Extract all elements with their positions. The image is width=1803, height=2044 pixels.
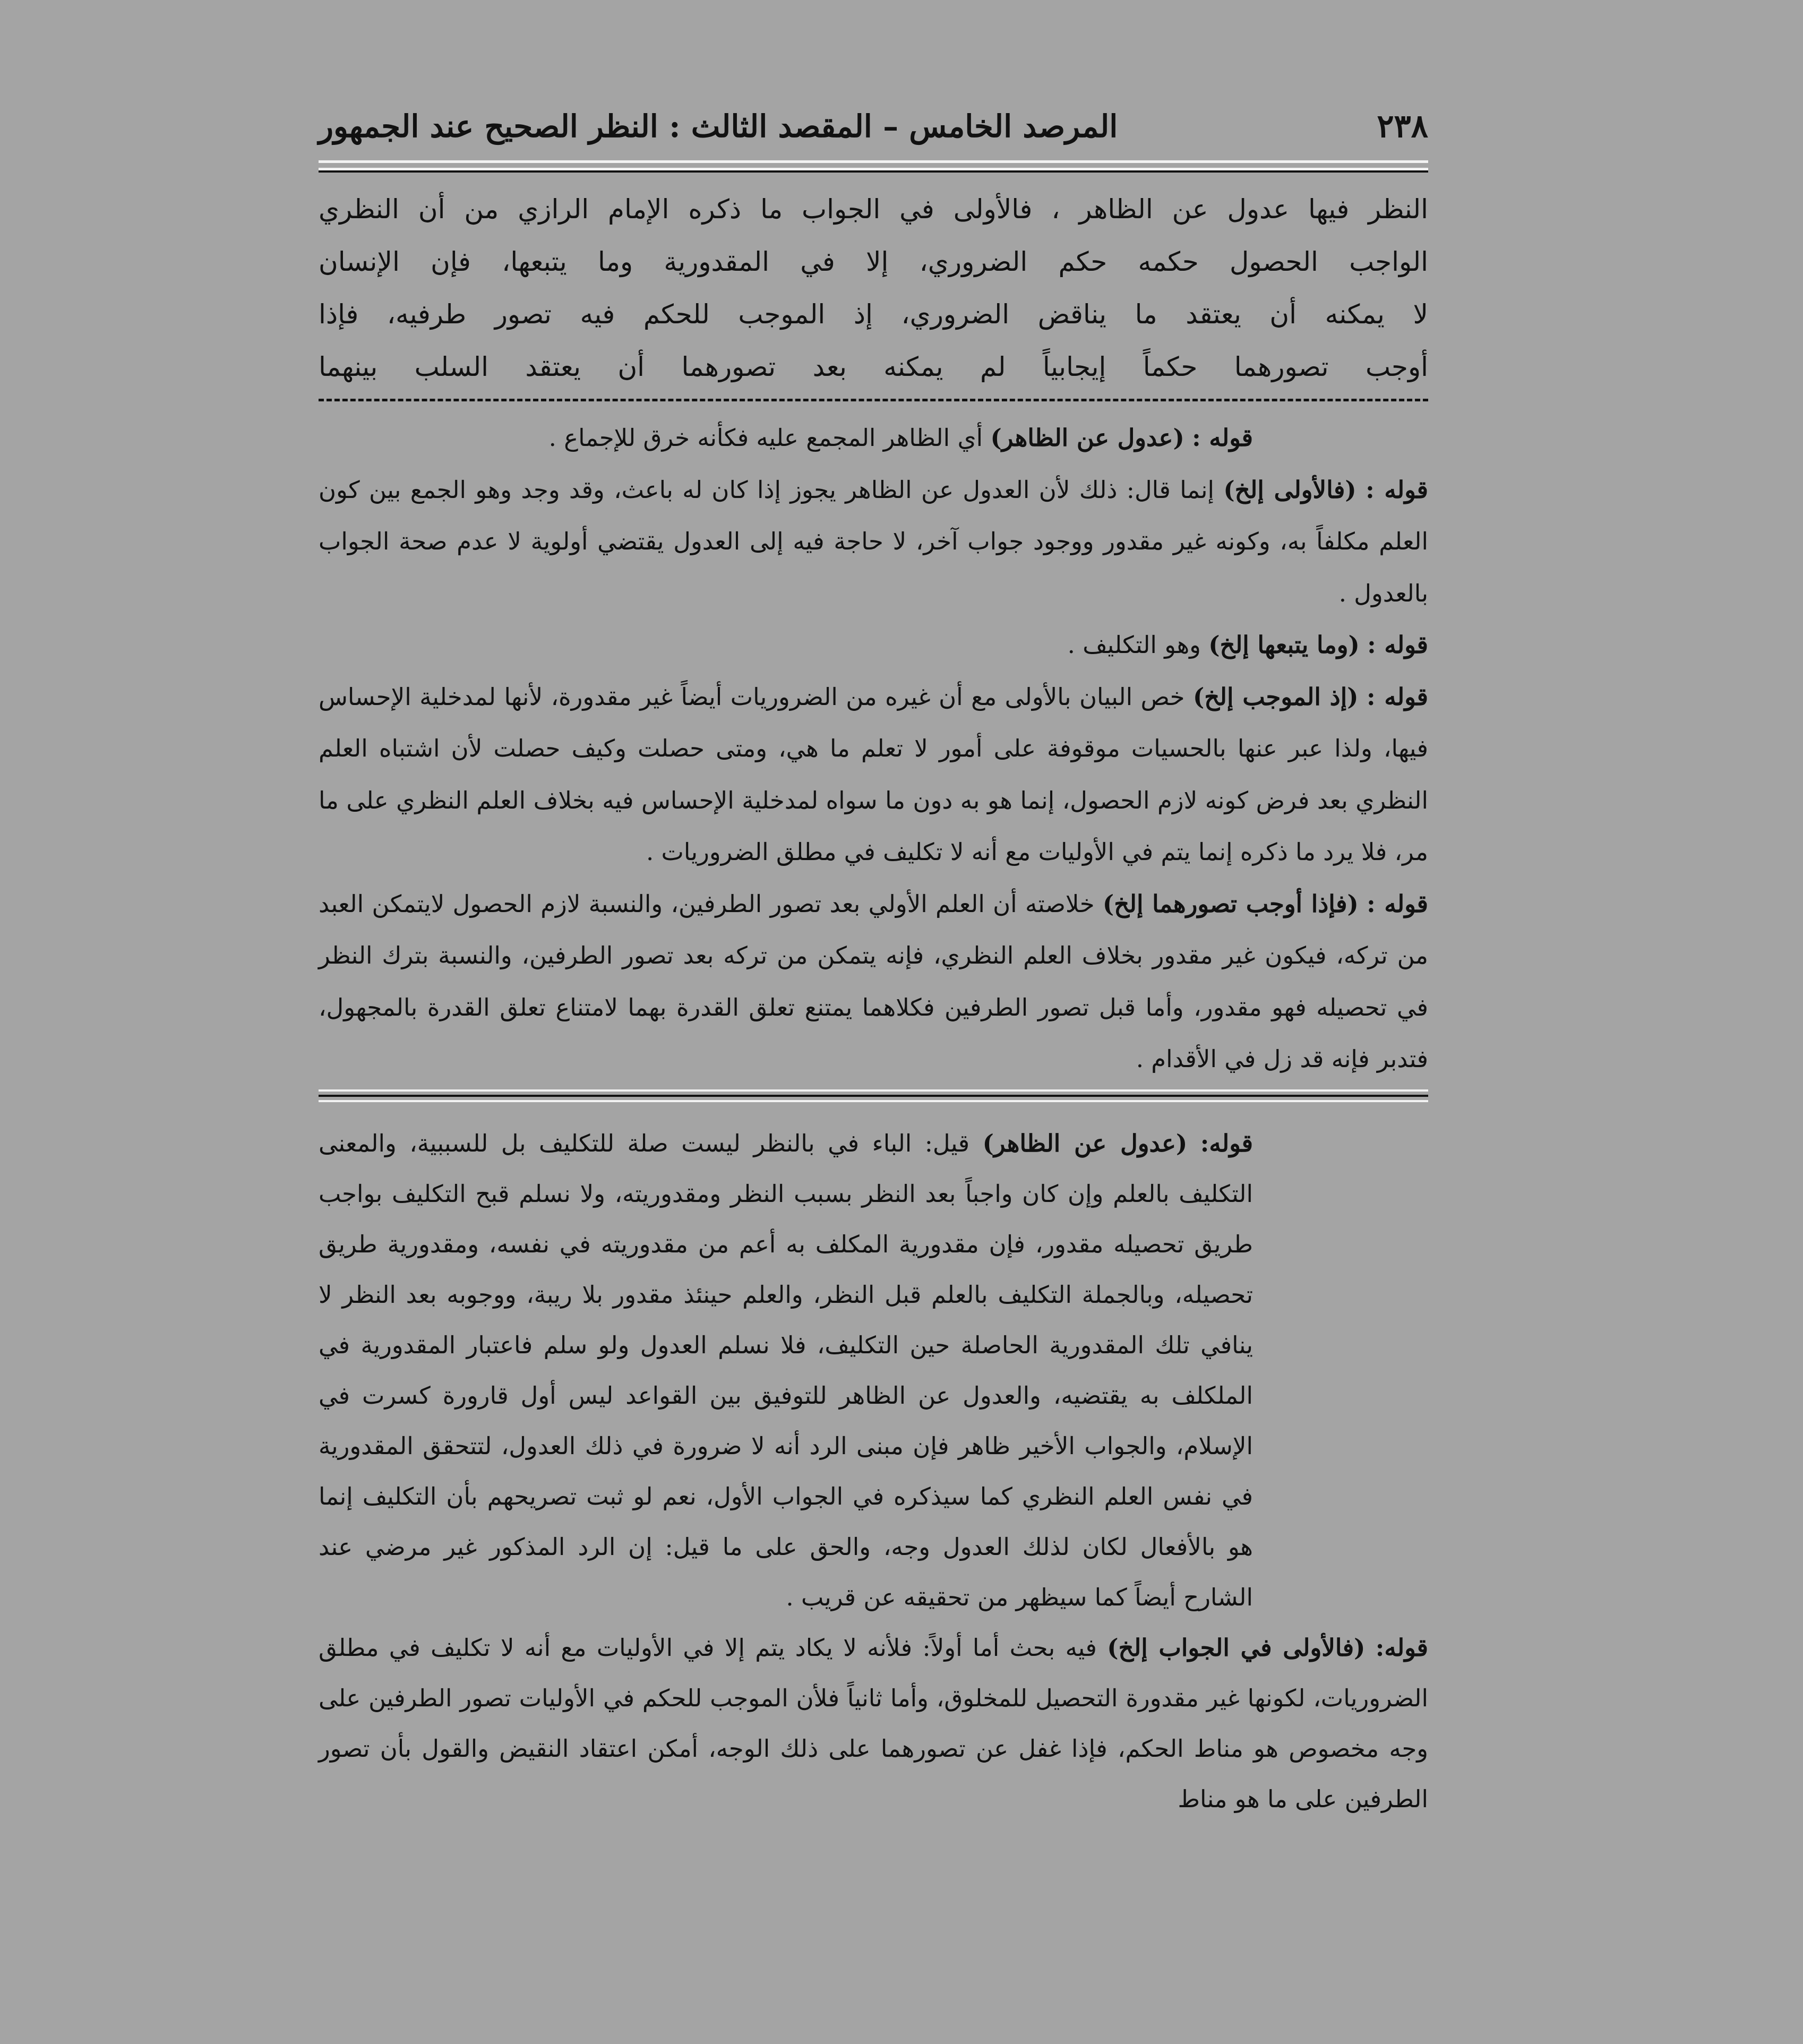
running-title: المرصد الخامس – المقصد الثالث : النظر الصحيح عند الجمهور [319,108,1118,144]
header-rule [319,160,1428,170]
note-text: أي الظاهر المجمع عليه فكأنه خرق للإجماع . [548,424,983,452]
note-paragraph [319,619,1428,671]
note-paragraph [319,878,1428,1085]
note-text: إنما قال: ذلك لأن العدول عن الظاهر يجوز إذا كان له باعث، وقد وجد وهو الجمع بين كون العلم مكلفاً به، وكونه غير مقدور ووجود جواب آخر، لا حاجة فيه إلى العدول يقتضي أولوية لا عدم صحة الجواب بالعدول . [319,475,1428,607]
header-rule-dark [319,170,1428,173]
note-label: قوله : [1366,475,1428,504]
note-quote: (إذ الموجب إلخ) [1192,682,1359,711]
note-label: قوله : [1367,631,1428,659]
dashed-separator [319,399,1428,401]
note-label: قوله : [1192,424,1253,452]
note-quote: (وما يتبعها إلخ) [1208,631,1360,659]
note-text: خلاصته أن العلم الأولي بعد تصور الطرفين، والنسبة لازم الحصول لايتمكن العبد من تركه، فيكون غير مقدور بخلاف العلم النظري، فإنه يتمكن من تركه بعد تصور الطرفين، والنسبة بترك النظر في تحصيله فهو مقدور، وأما قبل تصور الطرفين فكلاهما يمتنع تعلق القدرة بهما لامتناع تعلق القدرة بالمجهول، فتدبر فإنه قد زل في الأقدام . [319,889,1428,1073]
note-text: وهو التكليف . [1067,631,1201,659]
main-line: لا يمكنه أن يعتقد ما يناقض الضروري، إذ الموجب للحكم فيه تصور طرفيه، فإذا [319,299,1428,330]
main-line: النظر فيها عدول عن الظاهر ، فالأولى في الجواب ما ذكره الإمام الرازي من أن النظري [319,194,1428,225]
lower-paragraph [319,1118,1428,1622]
lower-quote: (فالأولى في الجواب إلخ) [1107,1633,1366,1662]
lower-paragraph [319,1622,1428,1824]
note-quote: (فإذا أوجب تصورهما إلخ) [1102,889,1359,918]
book-page [319,101,1428,1824]
note-label: قوله : [1367,889,1429,918]
note-paragraph [319,464,1428,620]
main-text [319,183,1428,393]
note-paragraph [319,671,1428,878]
lower-label: قوله: [1375,1633,1428,1662]
lower-quote: (عدول عن الظاهر) [982,1129,1188,1157]
running-header [319,101,1428,148]
main-line: أوجب تصورهما حكماً إيجابياً لم يمكنه بعد تصورهما أن يعتقد السلب بينهما [319,351,1428,382]
lower-text: فيه بحث أما أولاً: فلأنه لا يكاد يتم إلا في الأوليات مع أنه لا تكليف في مطلق الضروريات، لكونها غير مقدورة التحصيل للمخلوق، وأما ثانياً فلأن الموجب للحكم في الأوليات تصور الطرفين على وجه مخصوص هو مناط الحكم، فإذا غفل عن تصورهما على ذلك الوجه، أمكن اعتقاد النقيض والقول بأن تصور الطرفين على ما هو مناط [319,1633,1428,1813]
lower-label: قوله: [1200,1129,1253,1157]
note-label: قوله : [1366,682,1429,711]
lower-text: قيل: الباء في بالنظر ليست صلة للتكليف بل للسببية، والمعنى التكليف بالعلم وإن كان واجباً بعد النظر بسبب النظر ومقدوريته، ولا نسلم قبح التكليف بواجب طريق تحصيله مقدور، فإن مقدورية المكلف به أعم من مقدوريته في نفسه، ومقدورية طريق تحصيله، وبالجملة التكليف بالعلم قبل النظر، والعلم حينئذ مقدور بلا ريبة، ووجوبه بعد النظر لا ينافي تلك المقدورية الحاصلة حين التكليف، فلا نسلم العدول ولو سلم فاعتبار المقدورية في الملكلف به يقتضيه، والعدول عن الظاهر للتوفيق بين القواعد ليس أول قارورة كسرت في الإسلام، والجواب الأخير ظاهر فإن مبنى الرد أنه لا ضرورة في ذلك العدول، لتتحقق المقدورية في نفس العلم النظري كما سيذكره في الجواب الأول، نعم لو ثبت تصريحهم بأن التكليف إنما هو بالأفعال لكان لذلك العدول وجه، والحق على ما قيل: إن الرد المذكور غير مرضي عند الشارح أيضاً كما سيظهر من تحقيقه عن قريب . [319,1129,1253,1611]
note-quote: (عدول عن الظاهر) [990,424,1184,452]
commentary-notes [319,412,1428,1085]
section-divider [319,1089,1428,1102]
note-quote: (فالأولى إلخ) [1223,475,1356,504]
page-number: ٢٣٨ [1377,108,1428,145]
note-paragraph [319,412,1428,464]
note-text: خص البيان بالأولى مع أن غيره من الضروريات أيضاً غير مقدورة، لأنها لمدخلية الإحساس فيها، ولذا عبر عنها بالحسيات موقوفة على أمور لا تعلم ما هي، ومتى حصلت وكيف حصلت لأن اشتباه العلم النظري بعد فرض كونه لازم الحصول، إنما هو به دون ما سواه لمدخلية الإحساس فيه بخلاف العلم النظري على ما مر، فلا يرد ما ذكره إنما يتم في الأوليات مع أنه لا تكليف في مطلق الضروريات . [319,682,1428,866]
lower-commentary [319,1118,1428,1824]
main-line: الواجب الحصول حكمه حكم الضروري، إلا في المقدورية وما يتبعها، فإن الإنسان [319,246,1428,277]
